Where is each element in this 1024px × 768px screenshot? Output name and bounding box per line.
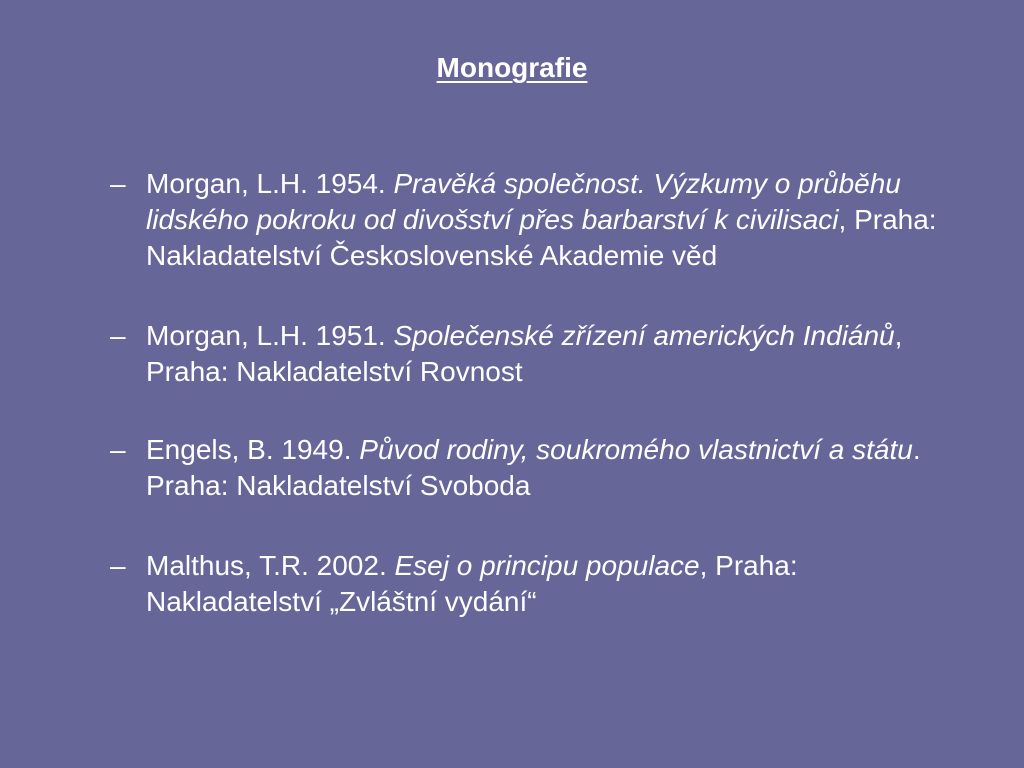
reference-author: Malthus, T.R. 2002. <box>146 550 395 581</box>
reference-author: Morgan, L.H. 1951. <box>146 320 394 351</box>
reference-publisher: . Praha: Nakladatelství Svoboda <box>146 434 921 501</box>
list-dash: – <box>110 168 126 199</box>
reference-author: Engels, B. 1949. <box>146 434 360 465</box>
list-dash: – <box>110 434 126 465</box>
reference-item <box>110 166 970 274</box>
reference-title: Původ rodiny, soukromého vlastnictví a státu <box>359 434 913 465</box>
reference-publisher: , Praha: Nakladatelství „Zvláštní vydání“ <box>146 550 798 617</box>
reference-title: Společenské zřízení amerických Indiánů <box>393 320 895 351</box>
reference-list <box>110 166 970 664</box>
reference-item <box>110 432 970 504</box>
reference-title: Esej o principu populace <box>394 550 700 581</box>
reference-author: Morgan, L.H. 1954. <box>146 168 394 199</box>
reference-item <box>110 548 970 620</box>
list-dash: – <box>110 320 126 351</box>
reference-title: Pravěká společnost. Výzkumy o průběhu lidského pokroku od divošství přes barbarství k civilisaci <box>146 168 901 235</box>
reference-publisher: , Praha: Nakladatelství Rovnost <box>146 320 903 387</box>
reference-publisher: , Praha: Nakladatelství Československé Akademie věd <box>146 204 937 271</box>
reference-item <box>110 318 970 390</box>
list-dash: – <box>110 550 126 581</box>
slide-title: Monografie <box>436 52 588 83</box>
